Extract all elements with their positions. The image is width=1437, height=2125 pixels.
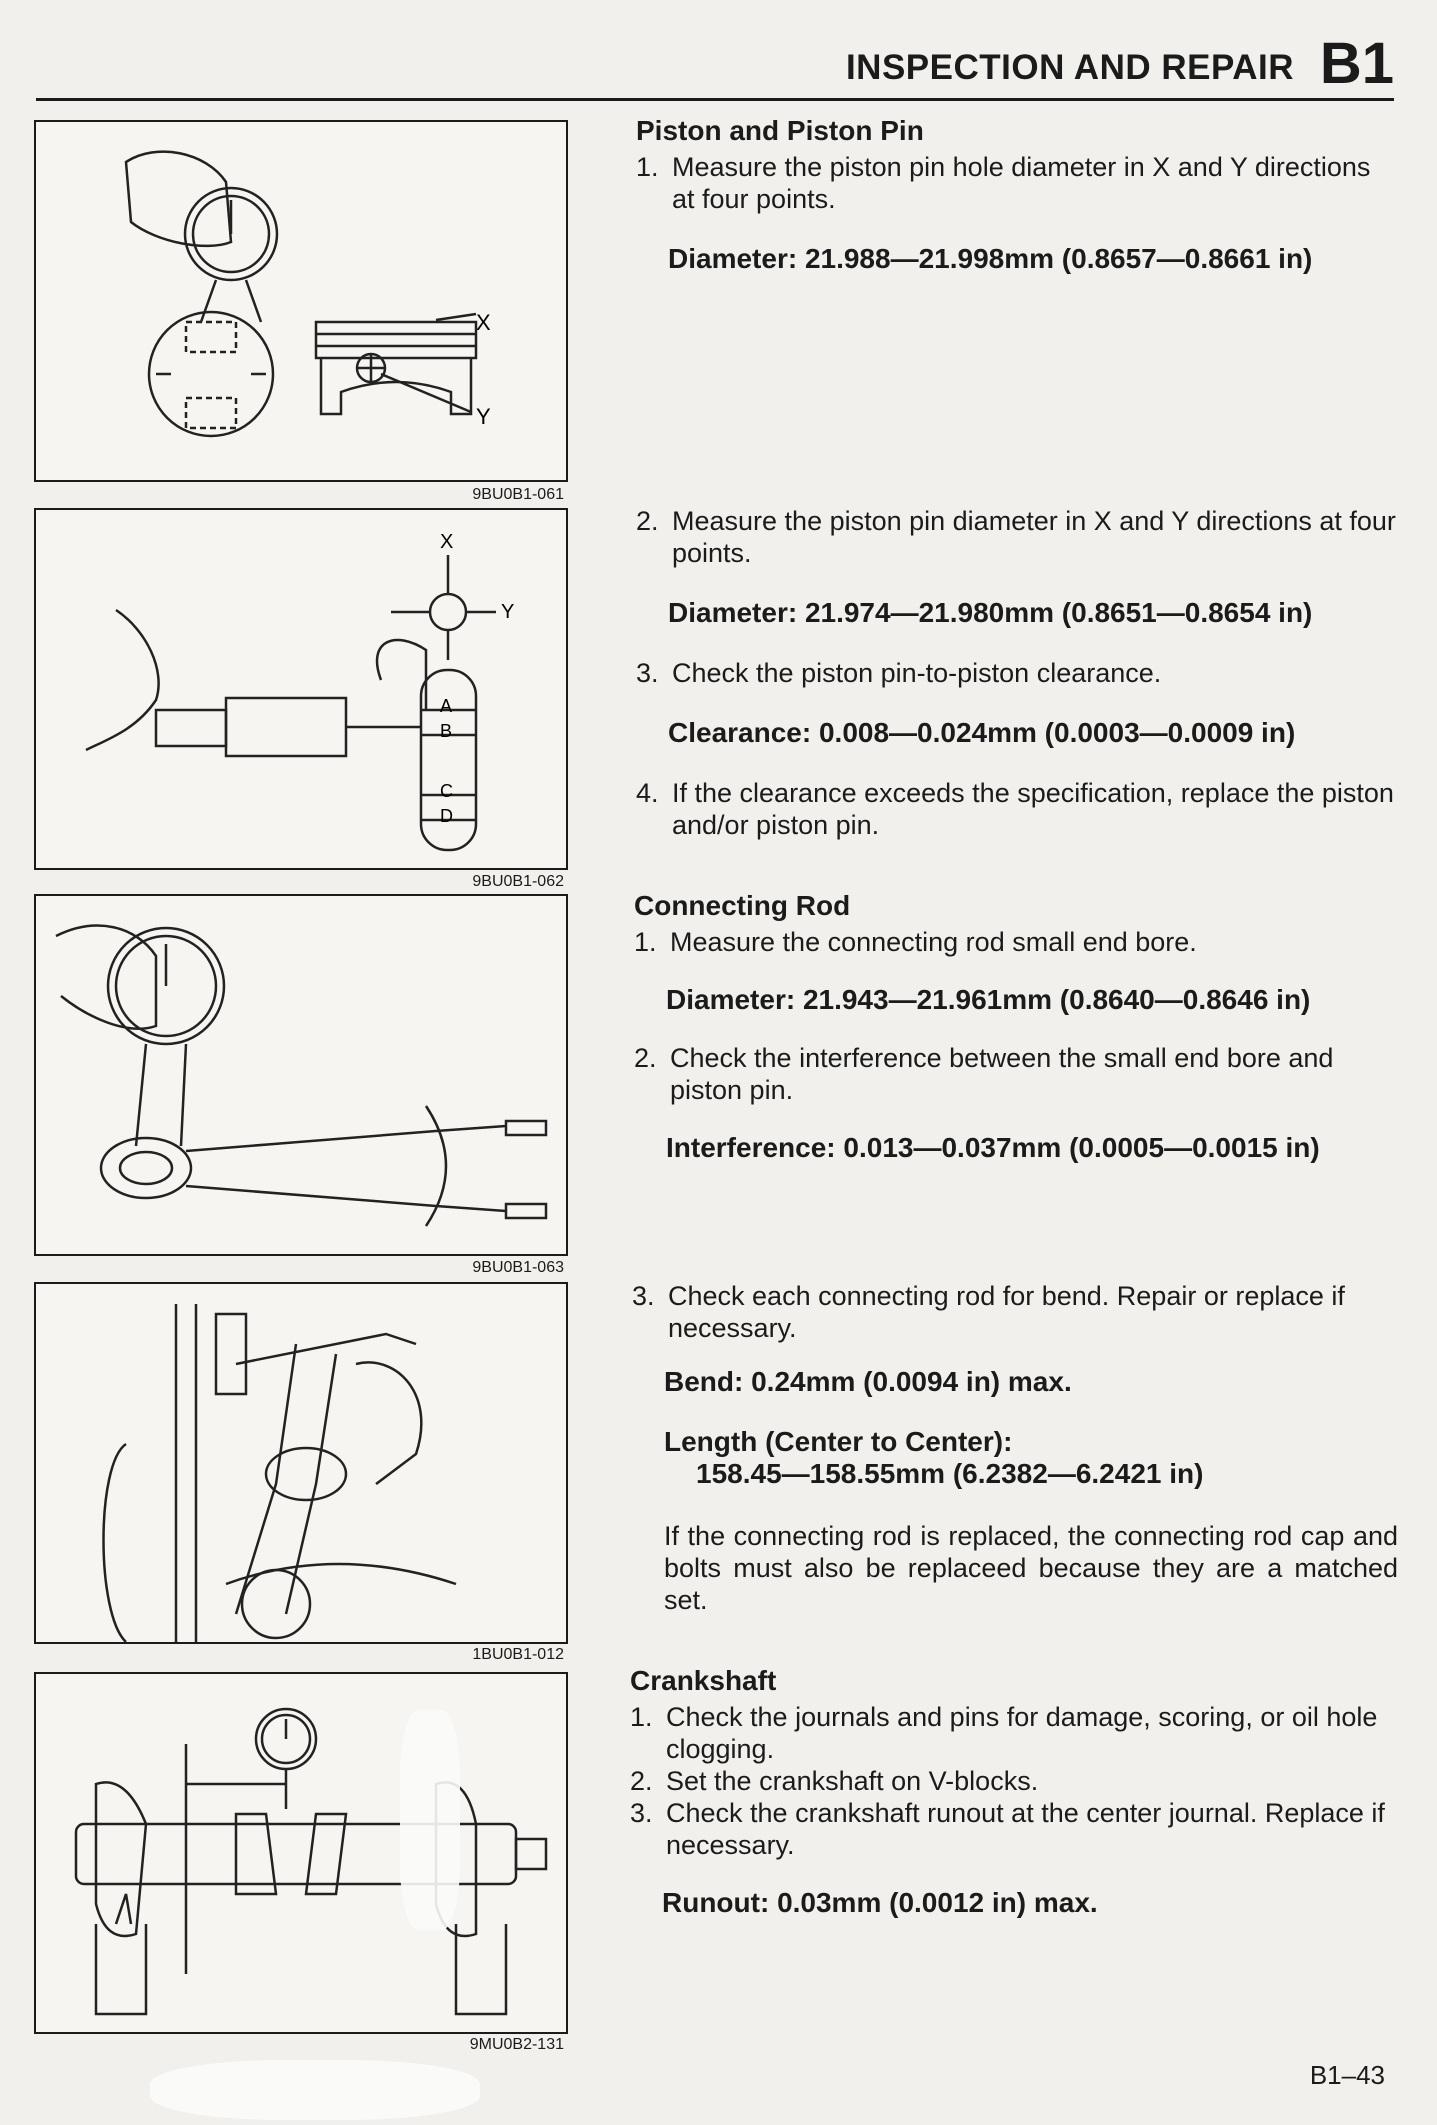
figure3-code: 9BU0B1-063 [472, 1259, 564, 1276]
page-number: B1–43 [1309, 2060, 1385, 2090]
figure1-code: 9BU0B1-061 [472, 486, 564, 503]
section-title-piston: Piston and Piston Pin [636, 115, 924, 146]
crank-step-2 [630, 1765, 1398, 1797]
step-text: Check each connecting rod for bend. Repair or replace if necessary. [668, 1281, 1345, 1343]
step-text: Set the crankshaft on V-blocks. [666, 1766, 1039, 1796]
piston-spec-3: Clearance: 0.008—0.024mm (0.0003—0.0009 in) [668, 717, 1296, 748]
rod-note: If the connecting rod is replaced, the connecting rod cap and bolts must also be replaceed because they are a matched set. [664, 1521, 1398, 1615]
figure1-label-y: Y [476, 404, 491, 429]
crank-step-1 [630, 1701, 1398, 1765]
step-number: 2. [634, 1043, 657, 1073]
figure2-label-b: B [440, 721, 453, 741]
scan-smudge [400, 1710, 460, 1930]
figure-crankshaft-runout [34, 1672, 568, 2034]
step-text: Measure the connecting rod small end bore. [670, 927, 1197, 957]
rod-spec-bend: Bend: 0.24mm (0.0094 in) max. [664, 1366, 1072, 1397]
rod-step-3 [632, 1280, 1398, 1344]
figure-piston-pin-hole [34, 120, 568, 482]
section-crankshaft [622, 1665, 1398, 1919]
header-title: INSPECTION AND REPAIR [845, 48, 1294, 87]
figure2-label-a: A [440, 696, 453, 716]
connecting-rod-gauge-illustration [36, 896, 566, 1254]
page-header [36, 28, 1394, 101]
step-text: If the clearance exceeds the specification, replace the piston and/or piston pin. [672, 778, 1394, 840]
piston-spec-2: Diameter: 21.974—21.980mm (0.8651—0.8654 in) [668, 597, 1313, 628]
step-text: Measure the piston pin diameter in X and Y directions at four points. [672, 506, 1396, 568]
figure2-label-d: D [440, 806, 453, 826]
step-text: Measure the piston pin hole diameter in X and Y directions at four points. [672, 152, 1371, 214]
section-connecting-rod-cont [624, 1280, 1398, 1616]
section-connecting-rod [626, 890, 1398, 1164]
figure1-label-x: X [476, 310, 491, 335]
rod-spec-1: Diameter: 21.943—21.961mm (0.8640—0.8646 in) [666, 984, 1311, 1015]
step-text: Check the piston pin-to-piston clearance. [672, 658, 1162, 688]
step-number: 3. [630, 1798, 653, 1828]
figure2-label-x: X [440, 531, 454, 553]
crankshaft-illustration [36, 1674, 566, 2032]
crank-step-3 [630, 1797, 1398, 1861]
piston-step-1 [636, 151, 1398, 215]
step-number: 3. [632, 1281, 655, 1311]
step-number: 1. [630, 1702, 653, 1732]
step-number: 2. [630, 1766, 653, 1796]
figure5-code: 9MU0B2-131 [469, 2036, 564, 2053]
step-number: 4. [636, 778, 659, 808]
step-number: 2. [636, 506, 659, 536]
step-number: 3. [636, 658, 659, 688]
rod-step-2 [634, 1042, 1398, 1106]
figure2-label-c: C [440, 781, 453, 801]
step-text: Check the interference between the small end bore and piston pin. [670, 1043, 1334, 1105]
section-piston-cont [628, 505, 1398, 841]
rod-spec-2: Interference: 0.013—0.037mm (0.0005—0.0015 in) [666, 1132, 1320, 1163]
rod-spec-length-label: Length (Center to Center): [664, 1426, 1013, 1457]
section-piston [628, 115, 1398, 275]
piston-dial-gauge-illustration [36, 122, 566, 480]
step-number: 1. [634, 927, 657, 957]
figure2-code: 9BU0B1-062 [472, 873, 564, 890]
micrometer-illustration [36, 510, 566, 868]
rod-step-1 [634, 926, 1398, 958]
section-title-connecting-rod: Connecting Rod [634, 890, 851, 921]
piston-step-4 [636, 777, 1398, 841]
figure-piston-pin-micrometer [34, 508, 568, 870]
header-section-code: B1 [1319, 31, 1394, 96]
piston-step-3 [636, 657, 1398, 689]
crank-spec-runout: Runout: 0.03mm (0.0012 in) max. [662, 1887, 1098, 1918]
section-title-crankshaft: Crankshaft [630, 1665, 777, 1696]
rod-aligner-illustration [36, 1284, 566, 1642]
piston-spec-1: Diameter: 21.988—21.998mm (0.8657—0.8661 in) [668, 243, 1313, 274]
rod-spec-length-value: 158.45—158.55mm (6.2382—6.2421 in) [696, 1458, 1204, 1489]
piston-step-2 [636, 505, 1398, 569]
scan-smudge [150, 2060, 480, 2120]
figure2-label-y: Y [501, 601, 515, 623]
figure4-code: 1BU0B1-012 [472, 1646, 564, 1663]
step-text: Check the crankshaft runout at the center journal. Replace if necessary. [666, 1798, 1385, 1860]
step-text: Check the journals and pins for damage, scoring, or oil hole clogging. [666, 1702, 1378, 1764]
figure-rod-small-end [34, 894, 568, 1256]
step-number: 1. [636, 152, 659, 182]
figure-rod-bend-check [34, 1282, 568, 1644]
